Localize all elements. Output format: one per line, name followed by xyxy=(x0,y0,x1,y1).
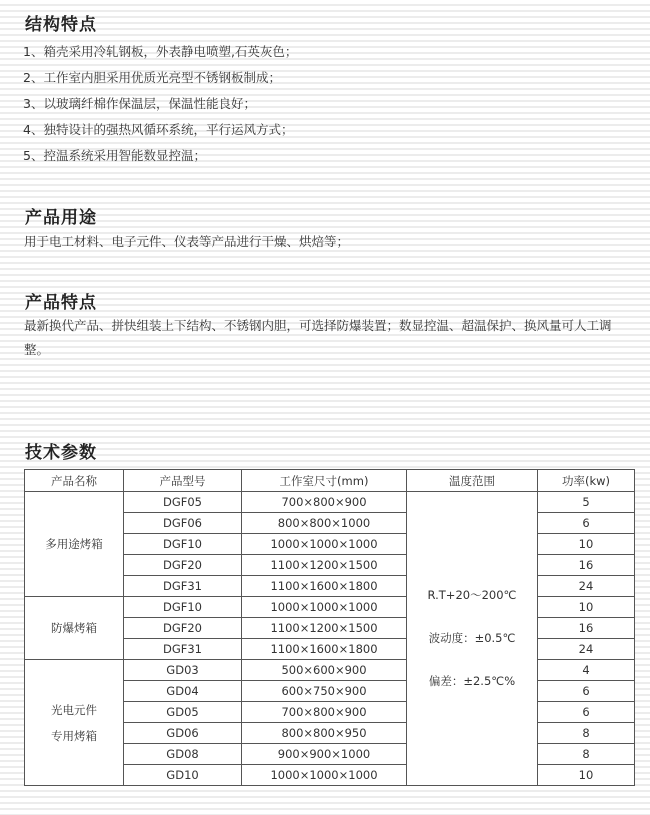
model-cell: DGF31 xyxy=(124,576,242,597)
features-text: 最新换代产品、拼快组装上下结构、不锈钢内胆，可选择防爆装置；数显控温、超温保护、换风量可人工调整。 xyxy=(24,318,612,357)
structure-item: 3、以玻璃纤棉作保温层，保温性能良好； xyxy=(23,96,256,111)
power-cell: 6 xyxy=(538,681,635,702)
temperature-range: R.T+20～200℃ xyxy=(427,588,517,602)
model-cell: GD04 xyxy=(124,681,242,702)
power-cell: 8 xyxy=(538,744,635,765)
power-cell: 4 xyxy=(538,660,635,681)
model-cell: DGF31 xyxy=(124,639,242,660)
structure-item: 5、控温系统采用智能数显控温； xyxy=(23,148,206,163)
power-cell: 10 xyxy=(538,765,635,786)
model-cell: DGF06 xyxy=(124,513,242,534)
power-cell: 24 xyxy=(538,639,635,660)
product-name: 专用烤箱 xyxy=(51,728,97,743)
power-cell: 10 xyxy=(538,597,635,618)
model-cell: DGF10 xyxy=(124,597,242,618)
size-cell: 600×750×900 xyxy=(242,681,407,702)
specs-title: 技术参数 xyxy=(25,443,97,463)
header-model: 产品型号 xyxy=(124,470,242,492)
header-product-name: 产品名称 xyxy=(25,470,124,492)
size-cell: 1100×1200×1500 xyxy=(242,555,407,576)
temperature-cell xyxy=(407,492,538,786)
product-name: 光电元件 xyxy=(51,702,97,717)
specs-header-row xyxy=(25,470,635,492)
model-cell: GD06 xyxy=(124,723,242,744)
model-cell: DGF20 xyxy=(124,618,242,639)
usage-text: 用于电工材料、电子元件、仪表等产品进行干燥、烘焙等； xyxy=(24,234,350,249)
model-cell: GD03 xyxy=(124,660,242,681)
model-cell: DGF05 xyxy=(124,492,242,513)
specs-table xyxy=(24,469,635,786)
header-chamber-size: 工作室尺寸(mm) xyxy=(242,470,407,492)
size-cell: 1000×1000×1000 xyxy=(242,765,407,786)
power-cell: 10 xyxy=(538,534,635,555)
size-cell: 800×800×1000 xyxy=(242,513,407,534)
model-cell: GD05 xyxy=(124,702,242,723)
product-name: 防爆烤箱 xyxy=(51,621,97,635)
structure-list xyxy=(23,43,297,173)
size-cell: 1000×1000×1000 xyxy=(242,534,407,555)
product-name-cell xyxy=(25,492,124,597)
power-cell: 8 xyxy=(538,723,635,744)
size-cell: 500×600×900 xyxy=(242,660,407,681)
table-row xyxy=(25,597,635,618)
product-name-cell xyxy=(25,597,124,660)
size-cell: 700×800×900 xyxy=(242,492,407,513)
structure-item: 4、独特设计的强热风循环系统，平行运风方式； xyxy=(23,122,294,137)
size-cell: 900×900×1000 xyxy=(242,744,407,765)
size-cell: 1100×1600×1800 xyxy=(242,576,407,597)
model-cell: GD08 xyxy=(124,744,242,765)
size-cell: 1000×1000×1000 xyxy=(242,597,407,618)
temperature-deviation: 偏差：±2.5℃% xyxy=(428,674,516,688)
size-cell: 700×800×900 xyxy=(242,702,407,723)
power-cell: 6 xyxy=(538,513,635,534)
product-name-cell xyxy=(25,660,124,786)
temperature-fluctuation: 波动度：±0.5℃ xyxy=(428,631,516,645)
table-row xyxy=(25,492,635,513)
product-name: 多用途烤箱 xyxy=(45,537,103,551)
features-title: 产品特点 xyxy=(25,293,97,313)
power-cell: 24 xyxy=(538,576,635,597)
power-cell: 16 xyxy=(538,555,635,576)
model-cell: GD10 xyxy=(124,765,242,786)
structure-item: 1、箱壳采用冷轧钢板，外表静电喷塑,石英灰色； xyxy=(23,44,298,59)
size-cell: 1100×1200×1500 xyxy=(242,618,407,639)
model-cell: DGF10 xyxy=(124,534,242,555)
power-cell: 16 xyxy=(538,618,635,639)
power-cell: 5 xyxy=(538,492,635,513)
power-cell: 6 xyxy=(538,702,635,723)
table-row xyxy=(25,660,635,681)
size-cell: 800×800×950 xyxy=(242,723,407,744)
usage-title: 产品用途 xyxy=(25,208,97,228)
size-cell: 1100×1600×1800 xyxy=(242,639,407,660)
header-power: 功率(kw) xyxy=(538,470,635,492)
model-cell: DGF20 xyxy=(124,555,242,576)
structure-title: 结构特点 xyxy=(25,15,97,35)
header-temperature: 温度范围 xyxy=(407,470,538,492)
structure-item: 2、工作室内胆采用优质光亮型不锈钢板制成； xyxy=(23,70,281,85)
